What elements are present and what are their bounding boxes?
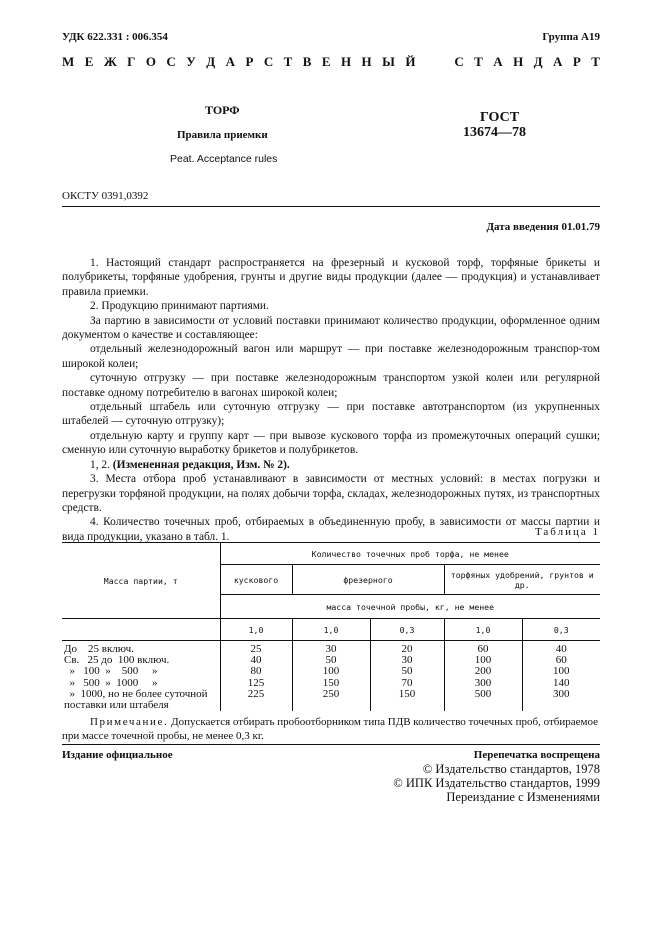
- paragraph: суточную отгрузку — при поставке железнодорожным транспортом узкой колеи или регулярной поставке одному потребителю в вагонах широкой колеи;: [62, 372, 600, 399]
- group-code: Группа А19: [542, 31, 600, 43]
- standard-banner: [62, 54, 600, 70]
- table-mass-value: 0,3: [370, 619, 444, 641]
- divider: [62, 744, 600, 745]
- banner-letter: Д: [206, 54, 216, 69]
- table-cell-mass: До 25 включ. Св. 25 до 100 включ. » 100 » 500 » » 500 » 1000 » » 1000, но не более суточной поставки или штабеля: [62, 641, 220, 712]
- banner-letter: С: [166, 54, 176, 69]
- table-mass-value: 1,0: [220, 619, 292, 641]
- amendment-note: [62, 458, 600, 472]
- paragraph: За партию в зависимости от условий поставки принимают количество продукции, оформленное одним документом о качестве и составляющее:: [62, 314, 600, 342]
- copyright-1978: © Издательство стандартов, 1978: [422, 762, 600, 776]
- paragraph: отдельную карту и группу карт — при вывозе кускового торфа из промежуточных операций сушки; сменную или суточную выработку брикетов и полубрикетов.: [62, 429, 600, 457]
- gost-number: 13674—78: [463, 125, 526, 140]
- banner-letter: А: [553, 54, 563, 69]
- banner-letter: Р: [572, 54, 581, 69]
- banner-letter: Е: [84, 54, 94, 69]
- banner-letter: Н: [361, 54, 372, 69]
- paragraph: 2. Продукцию принимают партиями.: [90, 300, 269, 313]
- table-cell-values: 25 40 80 125 225: [220, 641, 292, 712]
- banner-letter: Г: [127, 54, 136, 69]
- banner-letter: Н: [340, 54, 352, 69]
- divider: [62, 206, 600, 207]
- table-1: [62, 542, 600, 711]
- banner-letter: Е: [321, 54, 331, 69]
- table-mass-value: 1,0: [292, 619, 370, 641]
- banner-letter: Ы: [382, 54, 395, 69]
- amendment-prefix: 1, 2.: [90, 458, 110, 471]
- table-corner-empty: [62, 619, 220, 641]
- banner-letter: Т: [474, 54, 483, 69]
- reissue-notice: Переиздание с Изменениями: [446, 790, 600, 804]
- table-cell-values: 20 30 50 70 150: [370, 641, 444, 712]
- body-section: [62, 256, 600, 544]
- banner-letter: А: [493, 54, 503, 69]
- paragraph: отдельный железнодорожный вагон или маршрут — при поставке железнодорожным транспор-том широкой колеи;: [62, 343, 600, 370]
- reprint-notice: Перепечатка воспрещена: [473, 749, 600, 761]
- table-row: [62, 641, 600, 712]
- banner-letter: О: [145, 54, 156, 69]
- intro-date-label: Дата введения: [486, 221, 559, 233]
- paragraph: 1. Настоящий стандарт распространяется на фрезерный и кусковой торф, торфяные брикеты и полубрикеты, торфяные удобрения, грунты и другие виды продукции (далее — продукция) и устанавливает правила приемки.: [62, 257, 600, 298]
- banner-letter: С: [454, 54, 464, 69]
- table-group-header: Количество точечных проб торфа, не менее: [220, 543, 600, 565]
- title-english: Peat. Acceptance rules: [170, 153, 278, 165]
- table-header-mass: Масса партии, т: [62, 543, 220, 619]
- banner-letter: Ж: [103, 54, 117, 69]
- banner-letter: У: [186, 54, 196, 69]
- table-mass-header: масса точечной пробы, кг, не менее: [220, 595, 600, 619]
- note-label: Примечание.: [90, 716, 169, 728]
- banner-letter: Й: [405, 54, 416, 69]
- table-caption: Таблица 1: [534, 526, 600, 538]
- table-note: [62, 715, 600, 744]
- paragraph: 4. Количество точечных проб, отбираемых в объединенную пробу, в зависимости от массы партии и вида продукции, указано в табл. 1.: [62, 516, 600, 543]
- title-main: ТОРФ: [205, 103, 240, 117]
- table-subheader: торфяных удобрений, грунтов и др.: [444, 565, 600, 595]
- title-sub: Правила приемки: [177, 129, 268, 141]
- table-mass-value: 1,0: [444, 619, 522, 641]
- intro-date-value: 01.01.79: [561, 221, 600, 233]
- note-text: Допускается отбирать пробоотборником типа ПДВ количество точечных проб, отбираемое при массе точечной пробы, не менее 0,3 кг.: [62, 716, 599, 743]
- banner-letter: Т: [283, 54, 293, 69]
- banner-letter: Р: [245, 54, 254, 69]
- banner-letter: Н: [513, 54, 524, 69]
- table-mass-value: 0,3: [522, 619, 600, 641]
- banner-letter: А: [225, 54, 235, 69]
- table-subheader: кускового: [220, 565, 292, 595]
- banner-letter: С: [263, 54, 274, 69]
- udk-code: УДК 622.331 : 006.354: [62, 31, 168, 43]
- table-cell-values: 60 100 200 300 500: [444, 641, 522, 712]
- table-subheader: фрезерного: [292, 565, 444, 595]
- intro-date: [486, 221, 600, 233]
- table-cell-values: 40 60 100 140 300: [522, 641, 600, 712]
- banner-letter: Т: [591, 54, 600, 69]
- paragraph: 3. Места отбора проб устанавливают в зависимости от местных условий: в местах погрузки и перегрузки торфяной продукции, на полях добычи торфа, складах, железнодорожных путях, из транспортных средств.: [62, 473, 600, 514]
- gost-label: ГОСТ: [480, 110, 520, 125]
- paragraph: отдельный штабель или суточную отгрузку — при поставке автотранспортом (из укрупненных штабелей — суточную отгрузку);: [62, 401, 600, 428]
- banner-letter: Д: [533, 54, 543, 69]
- amendment-text: (Измененная редакция, Изм. № 2).: [112, 458, 290, 471]
- table-cell-values: 30 50 100 150 250: [292, 641, 370, 712]
- copyright-1999: © ИПК Издательство стандартов, 1999: [393, 776, 600, 790]
- banner-letter: М: [62, 54, 75, 69]
- okstu-code: ОКСТУ 0391,0392: [62, 190, 149, 202]
- official-edition: Издание официальное: [62, 749, 173, 761]
- banner-letter: В: [302, 54, 312, 69]
